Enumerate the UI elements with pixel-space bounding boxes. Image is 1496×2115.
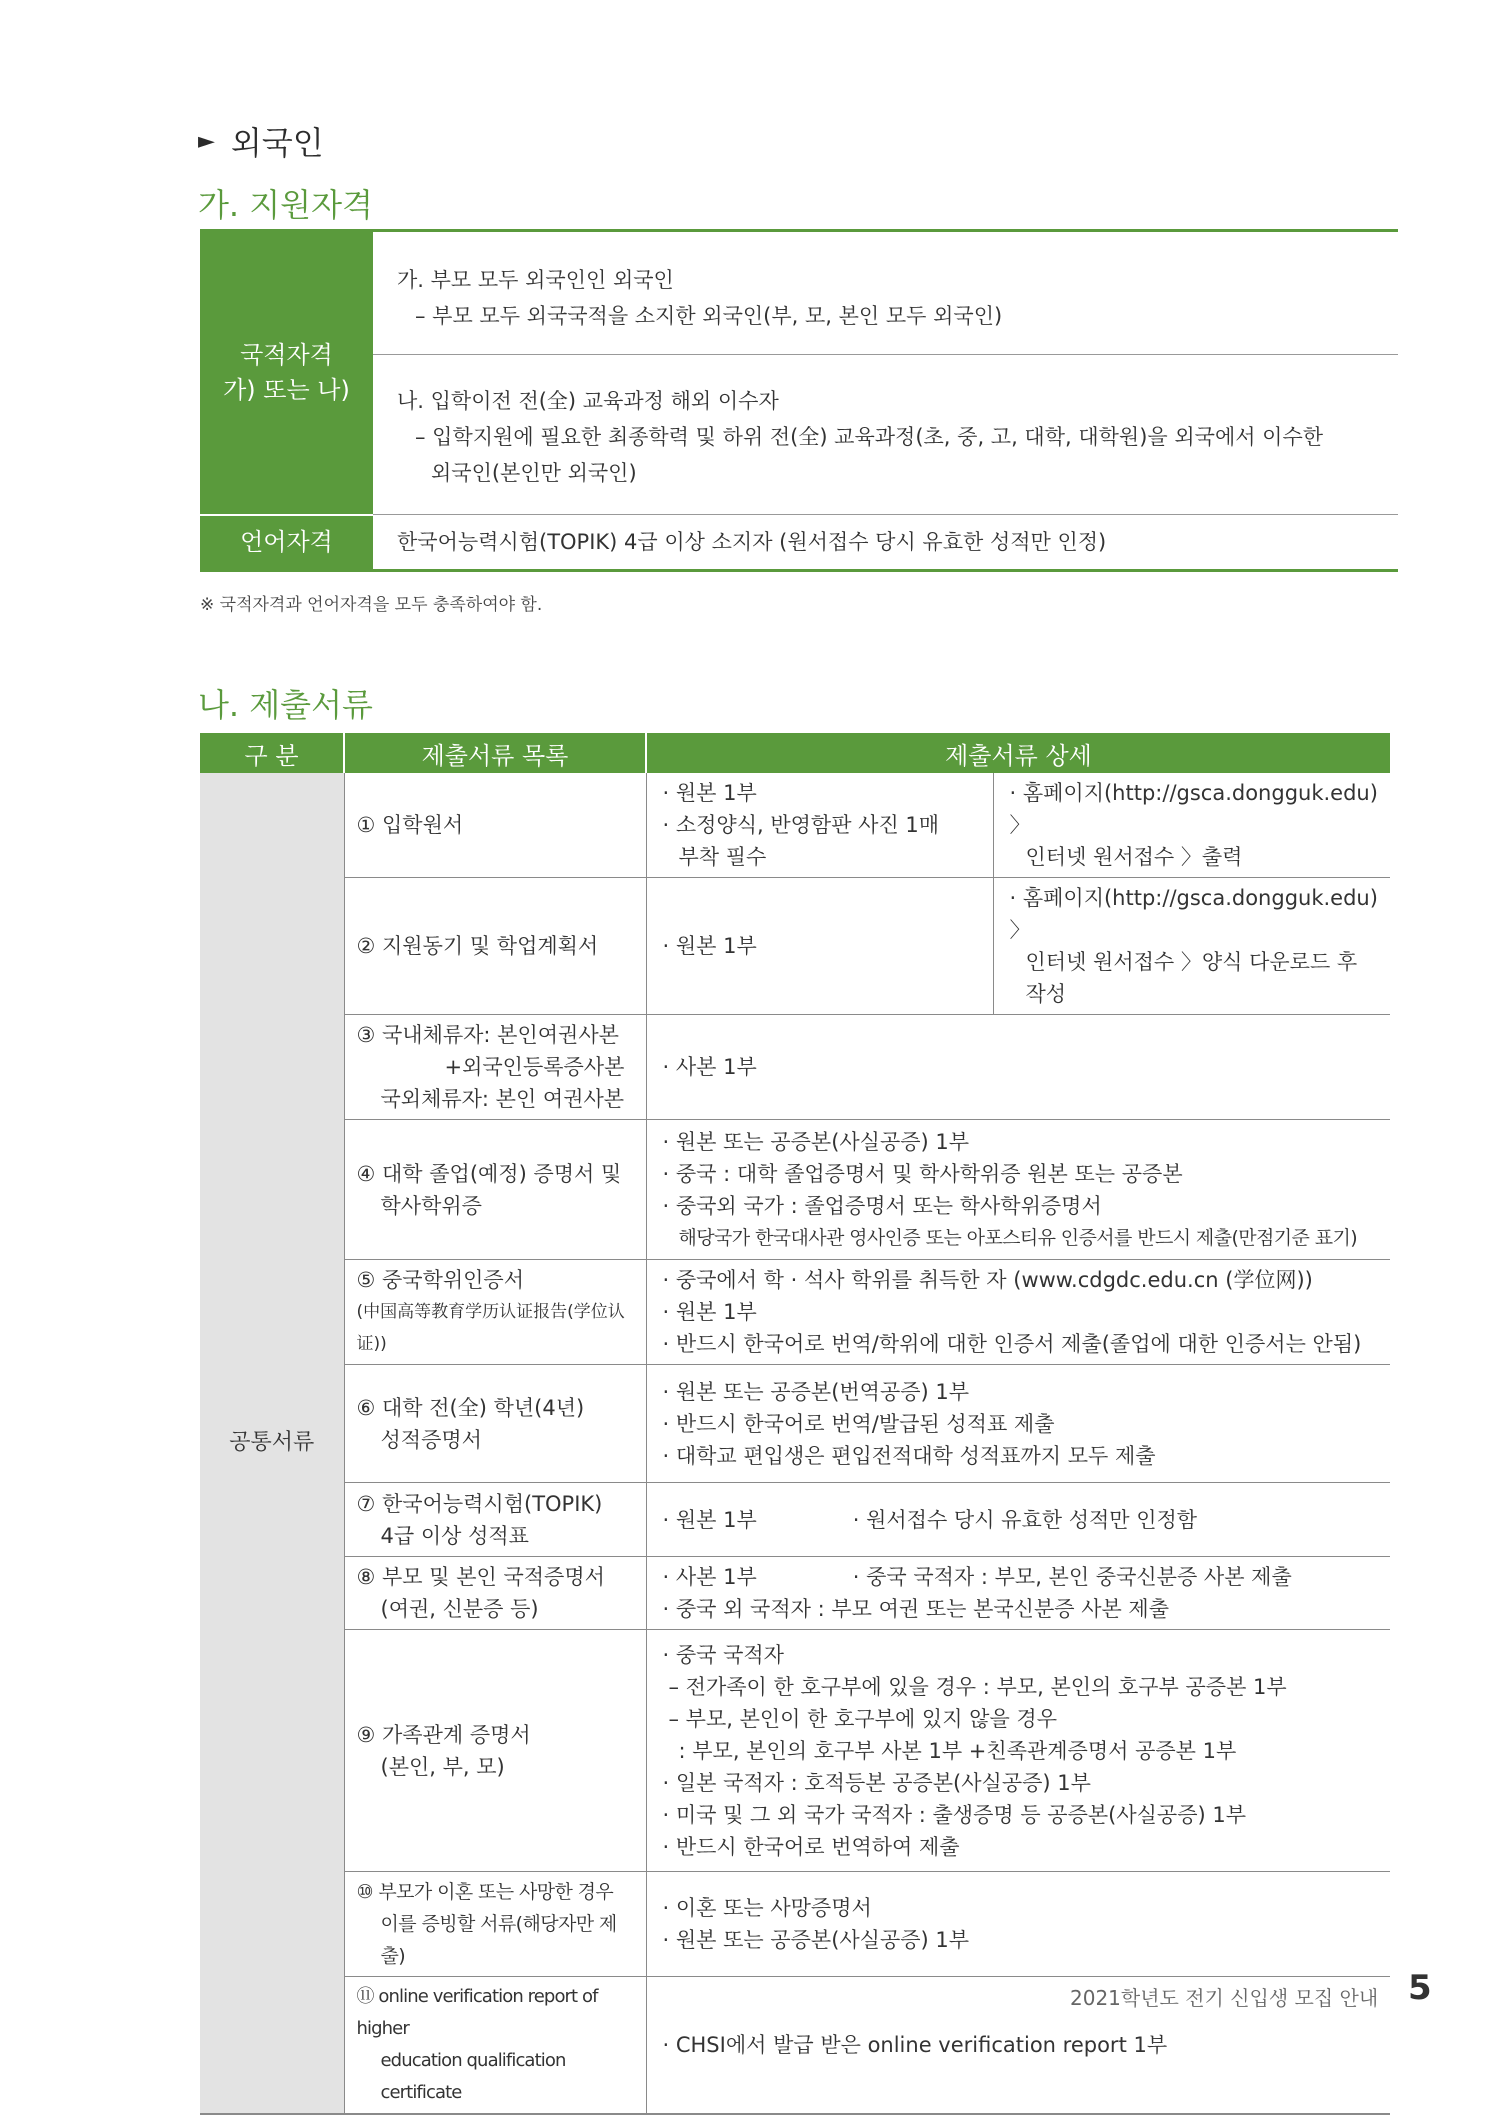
note: ※ 국적자격과 언어자격을 모두 충족하여야 함. [200,595,543,615]
document-name: ⑪ online verification report of higher education qualification certificate [344,1977,646,2115]
section-title: 외국인 [230,124,324,162]
column-header-documents: 제출서류 목록 [344,733,646,773]
document-detail: · 원본 1부 · 원서접수 당시 유효한 성적만 인정함 [646,1483,1390,1557]
document-name: ⑦ 한국어능력시험(TOPIK) 4급 이상 성적표 [344,1483,646,1557]
document-name: ⑥ 대학 전(全) 학년(4년) 성적증명서 [344,1365,646,1483]
document-detail: · 원본 또는 공증본(번역공증) 1부 · 반드시 한국어로 번역/발급된 성적표 제출 · 대학교 편입생은 편입전적대학 성적표까지 모두 제출 [646,1365,1390,1483]
section-header [198,118,324,164]
language-requirement: 한국어능력시험(TOPIK) 4급 이상 소지자 (원서접수 당시 유효한 성적만 인정) [373,515,1398,571]
document-detail: · 원본 1부 [646,878,993,1015]
document-detail: · 중국에서 학 · 석사 학위를 취득한 자 (www.cdgdc.edu.cn (学位网)) · 원본 1부 · 반드시 한국어로 번역/학위에 대한 인증서 제출(졸업에 대한 인증서는 안됨) [646,1260,1390,1365]
document-name: ② 지원동기 및 학업계획서 [344,878,646,1015]
documents-title: 나. 제출서류 [198,686,373,724]
table-row [200,1365,1390,1483]
table-row [200,1630,1390,1872]
document-detail: · CHSI에서 발급 받은 online verification report 1부 [646,1977,1390,2115]
table-row [200,773,1390,878]
nationality-label: 국적자격 가) 또는 나) [200,231,373,515]
document-name: ⑤ 중국학위인증서 (中国高等教育学历认证报告(学位认证)) [344,1260,646,1365]
table-row [200,1483,1390,1557]
footer-text: 2021학년도 전기 신입생 모집 안내 [1070,1986,1379,2010]
page-number: 5 [1408,1968,1432,2008]
document-detail: · 원본 1부 · 소정양식, 반영함판 사진 1매 부착 필수 [646,773,993,878]
table-row [200,355,1398,515]
nationality-option-b: 나. 입학이전 전(全) 교육과정 해외 이수자 – 입학지원에 필요한 최종학력 및 하위 전(全) 교육과정(초, 중, 고, 대학, 대학원)을 외국에서 이수한 외국인(본인만 외국인) [373,355,1398,515]
document-detail-extra: · 홈페이지(http://gsca.dongguk.edu) 〉 인터넷 원서접수 〉출력 [993,773,1390,878]
table-row [200,515,1398,571]
document-detail: · 이혼 또는 사망증명서 · 원본 또는 공증본(사실공증) 1부 [646,1872,1390,1977]
column-header-category: 구 분 [200,733,344,773]
triangle-right-icon: ► [198,128,215,154]
column-header-details: 제출서류 상세 [646,733,1390,773]
document-name: ④ 대학 졸업(예정) 증명서 및 학사학위증 [344,1120,646,1260]
category-cell: 공통서류 [200,773,344,2114]
language-label: 언어자격 [200,515,373,571]
document-detail-extra: · 홈페이지(http://gsca.dongguk.edu) 〉 인터넷 원서접수 〉양식 다운로드 후 작성 [993,878,1390,1015]
document-detail: · 사본 1부 [646,1015,1390,1120]
document-name: ⑩ 부모가 이혼 또는 사망한 경우 이를 증빙할 서류(해당자만 제출) [344,1872,646,1977]
document-name: ① 입학원서 [344,773,646,878]
table-row [200,1557,1390,1630]
document-name: ⑧ 부모 및 본인 국적증명서 (여권, 신분증 등) [344,1557,646,1630]
document-detail: · 사본 1부 · 중국 국적자 : 부모, 본인 중국신분증 사본 제출 · 중국 외 국적자 : 부모 여권 또는 본국신분증 사본 제출 [646,1557,1390,1630]
table-header-row [200,733,1390,773]
table-row [200,1015,1390,1120]
eligibility-title: 가. 지원자격 [198,186,373,224]
documents-table [200,733,1390,2115]
nationality-option-a: 가. 부모 모두 외국인인 외국인 – 부모 모두 외국국적을 소지한 외국인(부, 모, 본인 모두 외국인) [373,231,1398,355]
table-row [200,231,1398,355]
document-name: ③ 국내체류자: 본인여권사본 +외국인등록증사본 국외체류자: 본인 여권사본 [344,1015,646,1120]
table-row [200,1120,1390,1260]
document-detail: · 원본 또는 공증본(사실공증) 1부 · 중국 : 대학 졸업증명서 및 학사학위증 원본 또는 공증본 · 중국외 국가 : 졸업증명서 또는 학사학위증명서 해당국가 한국대사관 영사인증 또는 아포스티유 인증서를 반드시 제출(만점기준 표기) [646,1120,1390,1260]
table-row [200,878,1390,1015]
document-name: ⑨ 가족관계 증명서 (본인, 부, 모) [344,1630,646,1872]
eligibility-table [200,229,1398,572]
table-row [200,1872,1390,1977]
document-detail: · 중국 국적자 – 전가족이 한 호구부에 있을 경우 : 부모, 본인의 호구부 공증본 1부 – 부모, 본인이 한 호구부에 있지 않을 경우 : 부모, 본인의 호구부 사본 1부 +친족관계증명서 공증본 1부 · 일본 국적자 : 호적등본 공증본(사실공증) 1부 · 미국 및 그 외 국가 국적자 : 출생증명 등 공증본(사실공증) 1부 · 반드시 한국어로 번역하여 제출 [646,1630,1390,1872]
table-row [200,1260,1390,1365]
